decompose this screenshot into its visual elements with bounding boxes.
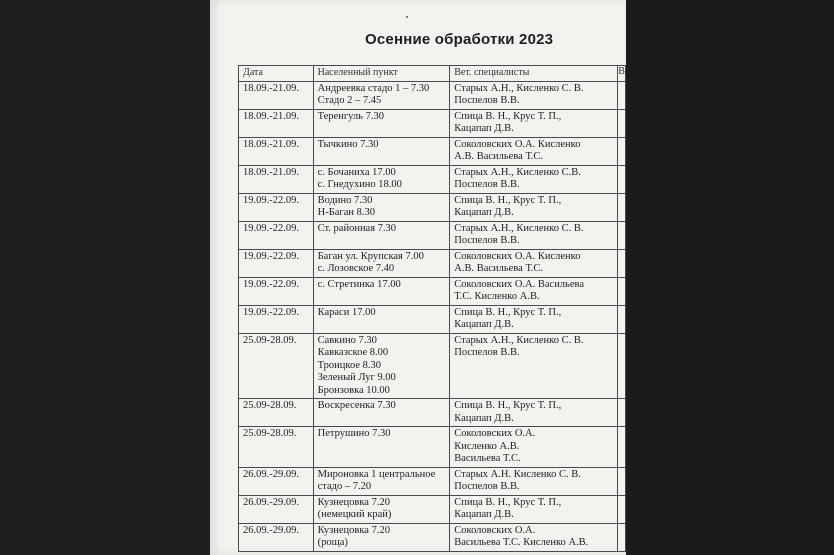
cell-place <box>313 399 450 427</box>
cell-extra <box>618 249 626 277</box>
table-row <box>239 221 626 249</box>
place-line: Ст. районная 7.30 <box>317 222 397 234</box>
cell-date: 18.09.-21.09. <box>239 109 314 137</box>
table-row <box>239 81 626 109</box>
cell-vets <box>450 277 618 305</box>
cell-date: 18.09.-21.09. <box>239 81 314 109</box>
cell-extra <box>618 193 626 221</box>
place-line: Тычкино 7.30 <box>317 138 379 150</box>
vet-line: Поспелов В.В. <box>454 347 520 358</box>
place-line: стадо – 7.20 <box>317 481 372 492</box>
place-line: с. Бочаниха 17.00 <box>317 166 396 178</box>
place-line: Андреевка стадо 1 – 7.30 <box>317 82 430 94</box>
table-header-row <box>239 66 626 82</box>
cell-date: 26.09.-29.09. <box>239 467 314 495</box>
place-line: Воскресенка 7.30 <box>317 400 396 411</box>
vet-line: Кацапап Д.В. <box>454 509 514 520</box>
cell-place <box>313 467 450 495</box>
paper-speck <box>406 16 408 18</box>
cell-place <box>313 193 450 221</box>
cell-vets <box>450 81 618 109</box>
cell-vets <box>450 523 618 551</box>
place-line: Водино 7.30 <box>317 194 373 206</box>
vet-line: Старых А.Н., Кисленко С. В. <box>454 82 584 94</box>
vet-line: Кацапап Д.В. <box>454 412 514 424</box>
table-row <box>239 193 626 221</box>
table-row <box>239 277 626 305</box>
header-vets: Вет. специалисты <box>450 66 618 82</box>
cell-place <box>313 495 450 523</box>
place-line: Савкино 7.30 <box>317 334 377 346</box>
place-line: Баган ул. Крупская 7.00 <box>317 250 424 262</box>
cell-date: 25.09-28.09. <box>239 333 314 399</box>
header-date: Дата <box>239 66 314 82</box>
place-line: Бронзовка 10.00 <box>317 384 390 396</box>
place-line: с. Гнедухино 18.00 <box>317 179 402 190</box>
cell-date: 25.09-28.09. <box>239 427 314 468</box>
vet-line: Васильева Т.С. <box>454 453 521 464</box>
cell-date: 19.09.-22.09. <box>239 249 314 277</box>
background-left <box>0 0 210 555</box>
cell-vets <box>450 333 618 399</box>
vet-line: Спица В. Н., Крус Т. П., <box>454 496 562 508</box>
cell-extra <box>618 277 626 305</box>
schedule-table <box>238 65 626 552</box>
cell-date: 18.09.-21.09. <box>239 165 314 193</box>
cell-extra <box>618 109 626 137</box>
cell-extra <box>618 523 626 551</box>
cell-place <box>313 277 450 305</box>
cell-extra <box>618 137 626 165</box>
table-row <box>239 305 626 333</box>
vet-line: Старых А.Н. Кисленко С. В. <box>454 468 581 480</box>
cell-place <box>313 523 450 551</box>
place-line: Зеленый Луг 9.00 <box>317 372 396 383</box>
place-line: Н-Баган 8.30 <box>317 207 375 218</box>
place-line: Караси 17.00 <box>317 306 376 318</box>
vet-line: Соколовских О.А. <box>454 428 536 439</box>
place-line: Кузнецовка 7.20 <box>317 524 390 536</box>
cell-extra <box>618 467 626 495</box>
place-line: Петрушино 7.30 <box>317 428 391 439</box>
vet-line: Спица В. Н., Крус Т. П., <box>454 110 562 122</box>
cell-date: 18.09.-21.09. <box>239 137 314 165</box>
cell-place <box>313 249 450 277</box>
table-row <box>239 495 626 523</box>
table-row <box>239 427 626 468</box>
background-right <box>626 0 834 555</box>
vet-line: Васильева Т.С. Кисленко А.В. <box>454 537 589 548</box>
cell-extra <box>618 495 626 523</box>
place-line: Теренгуль 7.30 <box>317 110 384 122</box>
table-row <box>239 399 626 427</box>
vet-line: А.В. Васильева Т.С. <box>454 151 544 162</box>
document-page <box>210 0 626 555</box>
place-line: Кавказское 8.00 <box>317 347 389 358</box>
vet-line: Соколовских О.А. Кисленко <box>454 138 581 150</box>
cell-date: 19.09.-22.09. <box>239 221 314 249</box>
vet-line: Поспелов В.В. <box>454 235 520 246</box>
cell-place <box>313 109 450 137</box>
cell-place <box>313 305 450 333</box>
cell-extra <box>618 81 626 109</box>
cell-date: 26.09.-29.09. <box>239 523 314 551</box>
cell-date: 19.09.-22.09. <box>239 193 314 221</box>
vet-line: Кисленко А.В. <box>454 440 520 452</box>
place-line: с. Лозовское 7.40 <box>317 263 395 274</box>
vet-line: Поспелов В.В. <box>454 95 520 106</box>
vet-line: Поспелов В.В. <box>454 481 520 492</box>
document-title: Осенние обработки 2023 <box>365 31 554 48</box>
place-line: с. Стретинка 17.00 <box>317 278 401 290</box>
vet-line: Спица В. Н., Крус Т. П., <box>454 194 562 206</box>
cell-extra <box>618 333 626 399</box>
cell-date: 25.09-28.09. <box>239 399 314 427</box>
table-row <box>239 523 626 551</box>
vet-line: Кацапап Д.В. <box>454 319 514 330</box>
vet-line: Соколовских О.А. Васильева <box>454 278 584 290</box>
cell-place <box>313 165 450 193</box>
cell-place <box>313 427 450 468</box>
vet-line: Кацапап Д.В. <box>454 207 514 218</box>
cell-vets <box>450 427 618 468</box>
vet-line: Соколовских О.А. <box>454 524 536 536</box>
place-line: (немецкий край) <box>317 509 392 520</box>
table-row <box>239 333 626 399</box>
table-body <box>239 81 626 551</box>
cell-vets <box>450 165 618 193</box>
cell-place <box>313 137 450 165</box>
vet-line: Соколовских О.А. Кисленко <box>454 250 581 262</box>
place-line: Кузнецовка 7.20 <box>317 496 390 508</box>
table-row <box>239 467 626 495</box>
vet-line: Старых А.Н., Кисленко С. В. <box>454 334 584 346</box>
cell-vets <box>450 305 618 333</box>
cell-extra <box>618 399 626 427</box>
cell-extra <box>618 427 626 468</box>
cell-place <box>313 221 450 249</box>
place-line: Мироновка 1 центральное <box>317 468 436 480</box>
vet-line: Спица В. Н., Крус Т. П., <box>454 400 562 411</box>
vet-line: Старых А.Н., Кисленко С. В. <box>454 222 584 234</box>
vet-line: Поспелов В.В. <box>454 179 520 190</box>
cell-vets <box>450 495 618 523</box>
vet-line: Т.С. Кисленко А.В. <box>454 291 540 302</box>
cell-vets <box>450 399 618 427</box>
cell-vets <box>450 467 618 495</box>
cell-place <box>313 81 450 109</box>
cell-extra <box>618 305 626 333</box>
cell-vets <box>450 249 618 277</box>
cell-vets <box>450 193 618 221</box>
vet-line: А.В. Васильева Т.С. <box>454 263 544 274</box>
vet-line: Кацапап Д.В. <box>454 123 514 134</box>
vet-line: Старых А.Н., Кисленко С.В. <box>454 166 581 178</box>
cell-date: 26.09.-29.09. <box>239 495 314 523</box>
vet-line: Спица В. Н., Крус Т. П., <box>454 306 562 318</box>
place-line: Троицкое 8.30 <box>317 359 381 371</box>
cell-vets <box>450 221 618 249</box>
cell-vets <box>450 109 618 137</box>
table-row <box>239 137 626 165</box>
table-row <box>239 249 626 277</box>
header-extra: В <box>618 66 626 82</box>
header-place: Населенный пункт <box>313 66 450 82</box>
cell-date: 19.09.-22.09. <box>239 277 314 305</box>
place-line: Стадо 2 – 7.45 <box>317 95 382 106</box>
cell-extra <box>618 165 626 193</box>
cell-date: 19.09.-22.09. <box>239 305 314 333</box>
table-row <box>239 165 626 193</box>
place-line: (роща) <box>317 537 348 548</box>
table-row <box>239 109 626 137</box>
cell-vets <box>450 137 618 165</box>
cell-extra <box>618 221 626 249</box>
cell-place <box>313 333 450 399</box>
